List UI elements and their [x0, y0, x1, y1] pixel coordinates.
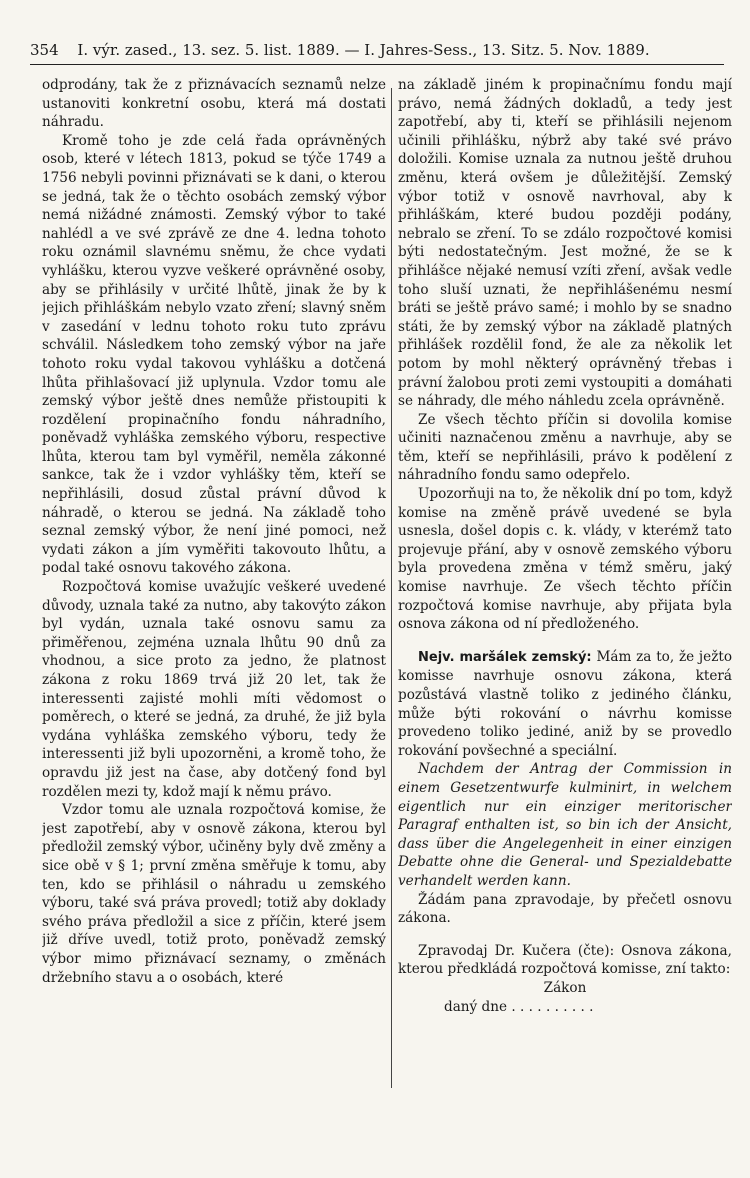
right-paragraph-1: na základě jiném k propinačnímu fondu mají právo, nemá žádných dokladů, a tedy jest zapotřebí, aby ti, kteří se přihlásili nejenom učinili přihlášku, nýbrž aby také své právo doložili. Komise uznala za nutnou ještě druhou změnu, která ovšem je důležitější. Zemský výbor totiž v osnově navrhoval, aby k přihláškám, které budou později podány, nebralo se zření. To se zdálo rozpočtové komisi býti nedostatečným. Jest možné, že se k přihlášce nějaké nemusí vzíti zření, avšak vedle toho sluší uznati, že nepřihlášenému nesmí bráti se ještě právo samé; i mohlo by se snadno státi, že by zemský výbor na základě platných přihlášek rozdělil fond, že ale za několik let potom by mohl některý oprávněný třebas i právní žalobou proti zemi vystoupiti a domáhati se náhrady, dle mého náhledu zcela oprávněně.: [398, 77, 732, 410]
left-paragraph-4: Vzdor tomu ale uznala rozpočtová komise, že jest zapotřebí, aby v osnově zákona, kterou byl předložil zemský výbor, učiněny byly dvě změny a sice obě v § 1; první změna směřuje k tomu, aby ten, kdo se přihlásil o náhradu u zemského výboru, také svá práva provedl; totiž aby doklady svého práva předložil a sice z příčin, které jsem již dříve uvedl, totiž proto, poněvadž zemský výbor mimo přiznávací seznamy, o změnách držebního stavu a o osobách, které: [42, 802, 386, 986]
right-paragraph-3: Upozorňuji na to, že několik dní po tom, když komise na změně právě uvedené se byla usnesla, došel dopis c. k. vlády, v kterémž tato projevuje přání, aby v osnově zemského výboru byla provedena změna v témž směru, jaký komise navrhuje. Ze všech těchto příčin rozpočtová komise navrhuje, aby přijata byla osnova zákona od ní předloženého.: [398, 486, 732, 633]
speaker-marshal-paragraph: [398, 648, 732, 761]
marshal-speech: Mám za to, že ježto komisse navrhuje osnovu zákona, která pozůstává vlastně toliko z jediného článku, může býti rokování o návrhu komisse provedeno toliko jediné, aniž by se provedlo rokování povšechné a speciální.: [398, 648, 732, 759]
german-paragraph: Nachdem der Antrag der Commission in einem Gesetzentwurfe kulminirt, in welchem eigentlich nur ein einziger meritorischer Paragraf enthalten ist, so bin ich der Ansicht, dass über die Angelegenheit in einer einzigen Debatte ohne die General- und Spezialdebatte verhandelt werden kann.: [398, 761, 732, 889]
speaker-rapporteur: Zpravodaj Dr. Kučera (čte):: [418, 942, 615, 959]
left-paragraph-2: Kromě toho je zde celá řada oprávněných osob, které v létech 1813, pokud se týče 1749 a 1756 nebyli povinni přiznávati se k dani, o kterou se jedná, tak že o těchto osobách zemský výbor nemá nižádné známosti. Zemský výbor to také nahlédl a ve své zprávě ze dne 4. ledna tohoto roku oznámil slavnému sněmu, že chce vydati vyhlášku, kterou vyzve veškeré oprávněné osoby, aby se přihlásily v určité lhůtě, jinak že by k jejich přihláškám nebylo vzato zření; slavný sněm v zasedání v lednu tohoto roku tuto zprávu schválil. Následkem toho zemský výbor na jaře tohoto roku vydal takovou vyhlášku a dotčená lhůta přihlašovací již uplynula. Vzdor tomu ale zemský výbor ještě dnes nemůže přistoupiti k rozdělení propinačního fondu náhradního, poněvadž vyhláška zemského výboru, respective lhůta, kterou tam byl vyměřil, neměla zákonné sankce, tak že i vzdor vyhlášky těm, kteří se nepřihlásili, dosud zůstal právní důvod k náhradě, o kterou se jedná. Na základě toho seznal zemský výbor, že není jiné pomoci, než vydati zákon a jím vyměřiti takovouto lhůtu, a podal také osnovu takového zákona.: [42, 132, 386, 577]
left-column: [42, 76, 386, 1166]
rapporteur-paragraph: [398, 942, 732, 979]
speaker-marshal: Nejv. maršálek zemský:: [418, 649, 592, 665]
law-title: Zákon: [543, 979, 587, 996]
right-column: [398, 76, 732, 1166]
page-number: 354: [30, 41, 59, 59]
left-paragraph-1: odprodány, tak že z přiznávacích seznamů nelze ustanoviti konkretní osobu, která má dostati náhradu.: [42, 77, 386, 131]
request-paragraph: Žádám pana zpravodaje, by přečetl osnovu zákona.: [398, 891, 732, 927]
rapporteur-speech: Osnova zákona, kterou předkládá rozpočtová komisse, zní takto:: [398, 942, 732, 978]
header-rule: [30, 64, 724, 65]
right-paragraph-2: Ze všech těchto příčin si dovolila komise učiniti naznačenou změnu a navrhuje, aby se těm, kteří se nepřihlásili, právo k podělení z náhradního fondu samo odepřelo.: [398, 411, 732, 484]
page-header: [30, 40, 724, 60]
law-date: daný dne . . . . . . . . . .: [444, 998, 594, 1015]
header-text: I. výr. zased., 13. sez. 5. list. 1889. — I. Jahres-Sess., 13. Sitz. 5. Nov. 1889.: [77, 41, 650, 59]
left-paragraph-3: Rozpočtová komise uvažujíc veškeré uvedené důvody, uznala také za nutno, aby takovýto zákon byl vydán, uznala také osnovu samu za přiměřenou, zejména uznala lhůtu 90 dnů za vhodnou, a sice proto za jedno, že platnost zákona z roku 1869 trvá již 20 let, tak že interessenti zajisté mohli míti vědomost o poměrech, o které se jedná, za druhé, že již byla vydána vyhláška zemského výboru, tedy že interessenti již byli upozorněni, a kromě toho, že opravdu již jest na čase, aby dotčený fond byl rozdělen mezi ty, kdož mají k němu právo.: [42, 579, 386, 800]
column-divider: [391, 88, 392, 1088]
